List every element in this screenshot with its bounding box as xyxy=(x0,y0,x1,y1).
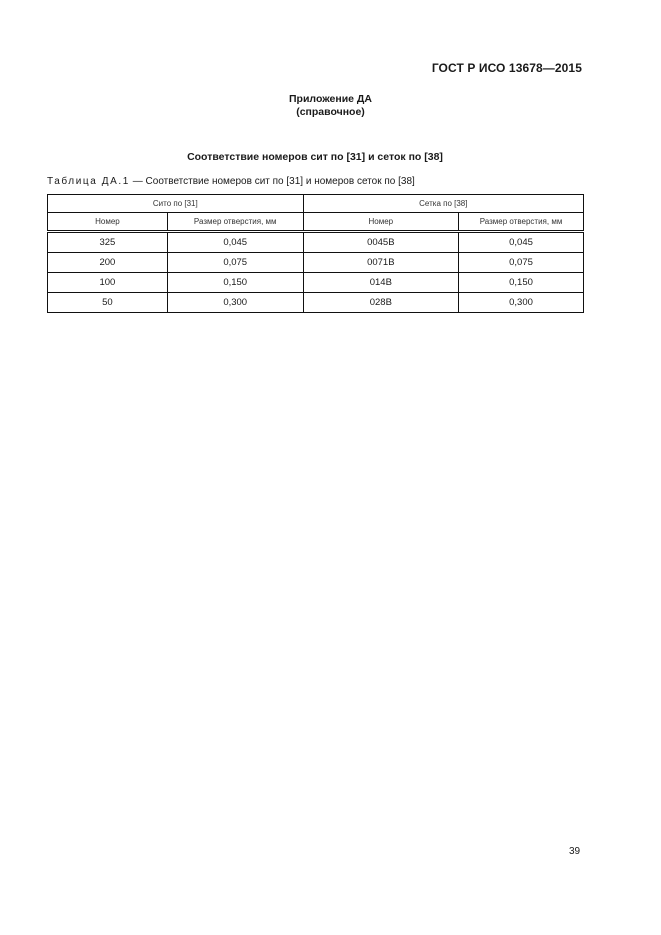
appendix-heading xyxy=(0,93,661,119)
cell-mesh-number: 028В xyxy=(303,293,458,313)
cell-sieve-number: 325 xyxy=(48,232,168,253)
sub-header-sieve-opening: Размер отверстия, мм xyxy=(167,213,303,232)
sub-header-sieve-number: Номер xyxy=(48,213,168,232)
cell-sieve-opening: 0,075 xyxy=(167,253,303,273)
cell-sieve-opening: 0,045 xyxy=(167,232,303,253)
cell-mesh-number: 0071В xyxy=(303,253,458,273)
cell-sieve-opening: 0,300 xyxy=(167,293,303,313)
table-caption-text: — Соответствие номеров сит по [31] и номеров сеток по [38] xyxy=(129,176,415,187)
table-caption-prefix: Таблица ДА.1 xyxy=(47,176,130,187)
cell-mesh-opening: 0,150 xyxy=(459,273,584,293)
cell-mesh-number: 0045В xyxy=(303,232,458,253)
cell-sieve-opening: 0,150 xyxy=(167,273,303,293)
appendix-title: Приложение ДА xyxy=(289,93,372,105)
group-header-mesh: Сетка по [38] xyxy=(303,195,583,213)
cell-mesh-number: 014В xyxy=(303,273,458,293)
table-sub-header-row xyxy=(48,213,584,232)
section-title: Соответствие номеров сит по [31] и сеток по [38] xyxy=(187,151,443,163)
cell-sieve-number: 200 xyxy=(48,253,168,273)
table-row xyxy=(48,232,584,253)
cell-mesh-opening: 0,300 xyxy=(459,293,584,313)
table-row xyxy=(48,253,584,273)
sieve-correspondence-table xyxy=(47,194,584,313)
cell-mesh-opening: 0,045 xyxy=(459,232,584,253)
table-caption xyxy=(47,176,415,187)
appendix-subtitle: (справочное) xyxy=(296,106,365,118)
table-row xyxy=(48,273,584,293)
cell-mesh-opening: 0,075 xyxy=(459,253,584,273)
table-row xyxy=(48,293,584,313)
standard-designation: ГОСТ Р ИСО 13678—2015 xyxy=(431,61,582,75)
group-header-sieve: Сито по [31] xyxy=(48,195,304,213)
table-group-header-row xyxy=(48,195,584,213)
cell-sieve-number: 100 xyxy=(48,273,168,293)
sub-header-mesh-opening: Размер отверстия, мм xyxy=(459,213,584,232)
page-number: 39 xyxy=(569,846,581,857)
cell-sieve-number: 50 xyxy=(48,293,168,313)
sub-header-mesh-number: Номер xyxy=(303,213,458,232)
